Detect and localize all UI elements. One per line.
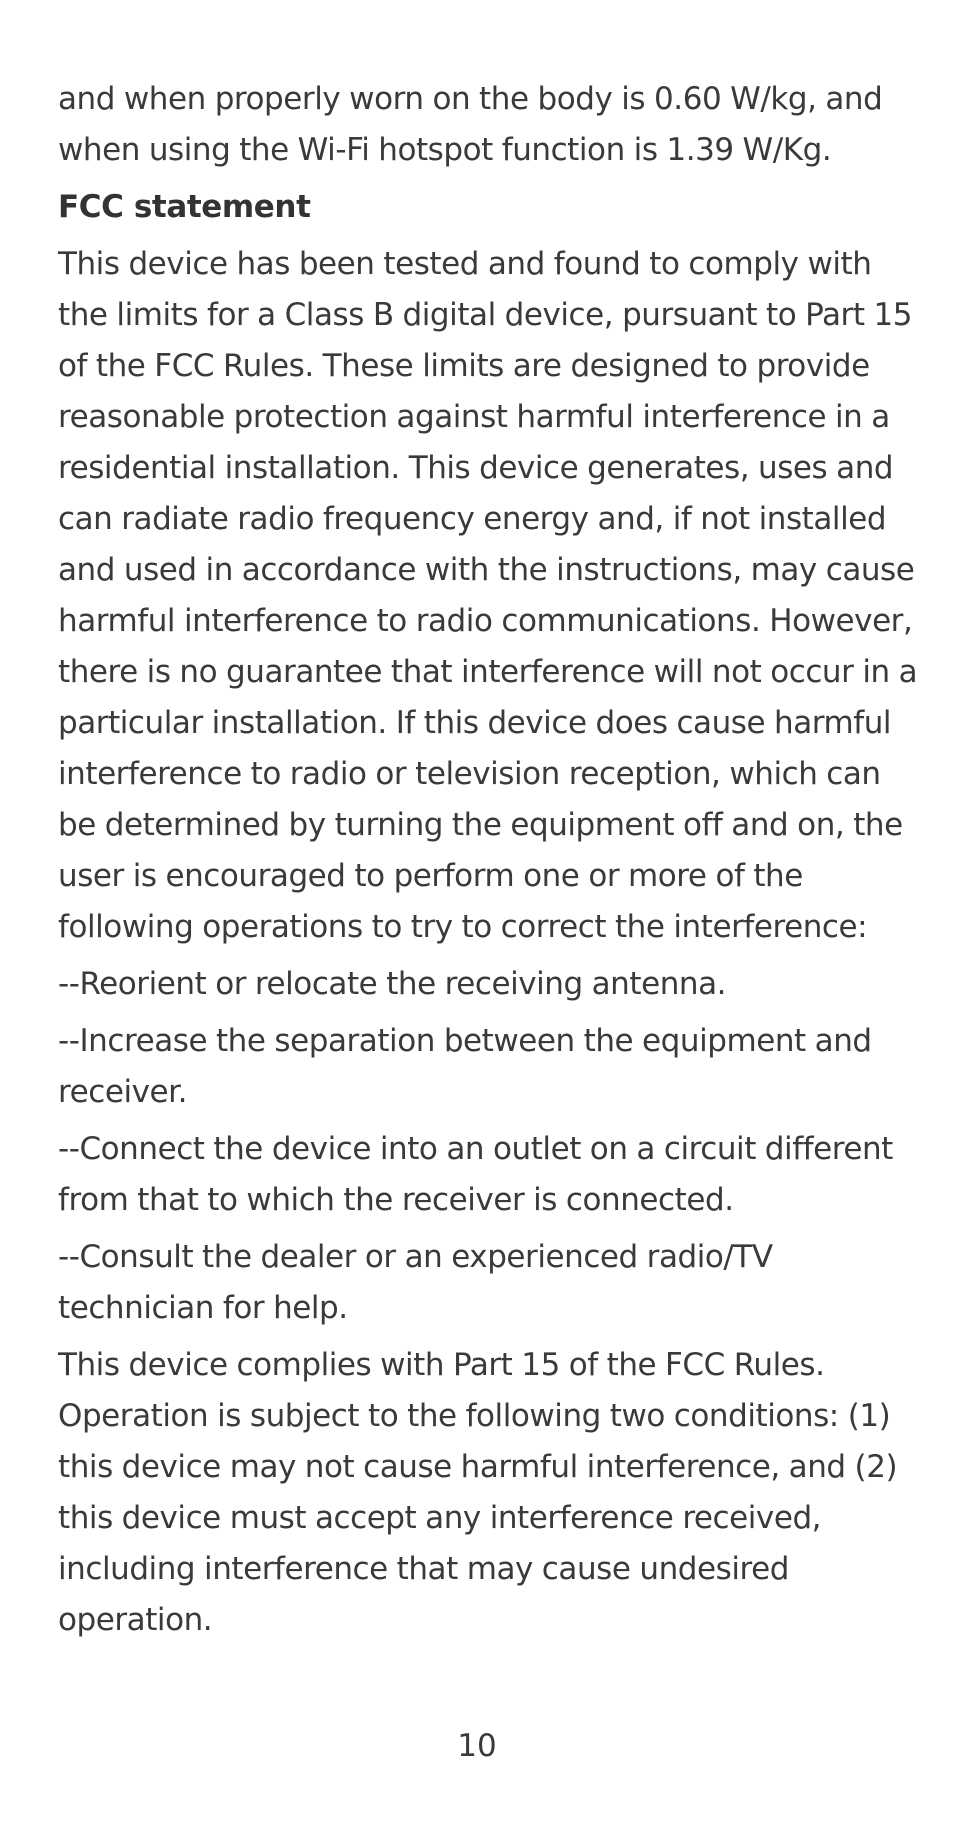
measure-item: --Connect the device into an outlet on a circuit different from that to which the receiver is connected. (58, 1131, 893, 1218)
fcc-paragraph: This device has been tested and found to comply with the limits for a Class B digital device, pursuant to Part 15 of the FCC Rules. These limits are designed to provide reasonable protection against harmful interference in a residential installation. This device generates, uses and can radiate radio frequency energy and, if not installed and used in accordance with the instructions, may cause harmful interference to radio communications. However, there is no guarantee that interference will not occur in a particular installation. If this device does cause harmful interference to radio or television reception, which can be determined by turning the equipment off and on, the user is encouraged to perform one or more of the following operations to try to correct the interference: (58, 246, 918, 945)
measure-item: --Consult the dealer or an experienced radio/TV technician for help. (58, 1239, 773, 1326)
section-heading: FCC statement (58, 189, 311, 225)
page-number: 10 (457, 1728, 497, 1764)
compliance-paragraph: This device complies with Part 15 of the FCC Rules. Operation is subject to the following two conditions: (1) this device may not cause harmful interference, and (2) this device must accept any interference received, including interference that may cause undesired operation. (58, 1347, 898, 1638)
page-content (58, 74, 918, 1652)
intro-paragraph: and when properly worn on the body is 0.60 W/kg, and when using the Wi-Fi hotspot function is 1.39 W/Kg. (58, 81, 883, 168)
measure-item: --Increase the separation between the equipment and receiver. (58, 1023, 872, 1110)
measure-item: --Reorient or relocate the receiving antenna. (58, 966, 727, 1002)
